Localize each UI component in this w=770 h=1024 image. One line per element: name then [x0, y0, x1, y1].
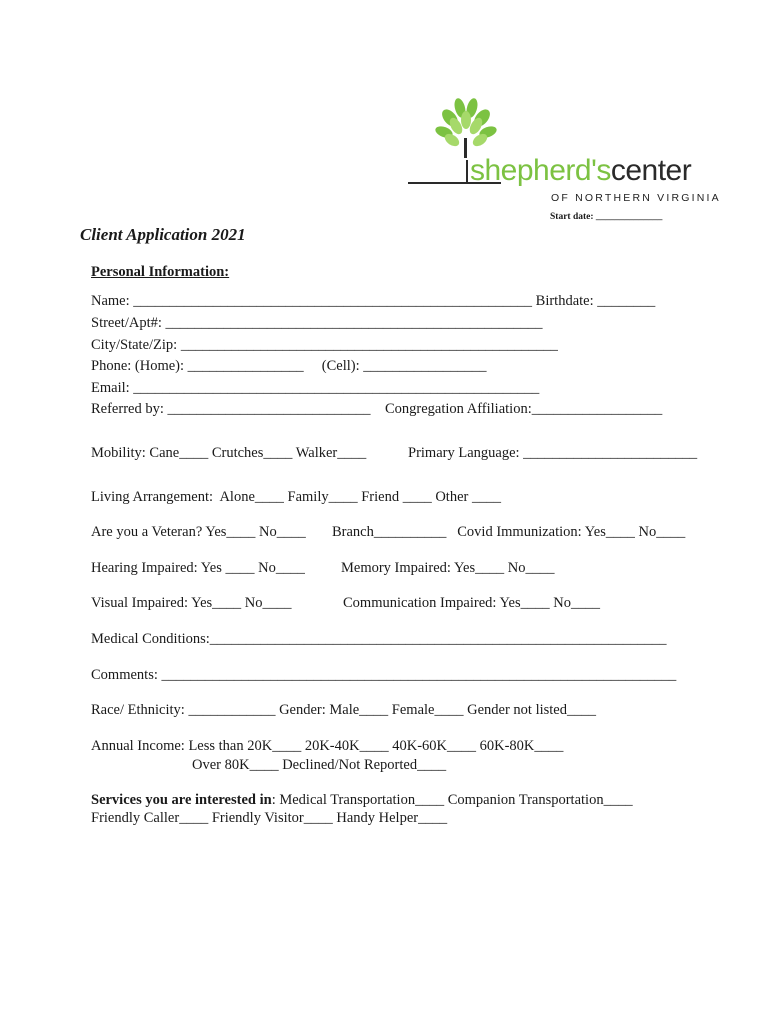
section-heading: Personal Information: — [91, 264, 230, 280]
language-line: Primary Language: ________________________ — [408, 445, 698, 461]
services-label: Services you are interested in — [91, 792, 272, 808]
memory-line: Memory Impaired: Yes____ No____ — [341, 560, 555, 576]
city-line: City/State/Zip: ____________________________________________________ — [91, 337, 558, 353]
name-line: Name: _______________________________________________________ Birthdate: ________ — [91, 293, 656, 309]
living-line: Living Arrangement: Alone____ Family____ Friend ____ Other ____ — [91, 489, 501, 505]
mobility-line: Mobility: Cane____ Crutches____ Walker____ — [91, 445, 367, 461]
hearing-line: Hearing Impaired: Yes ____ No____ — [91, 560, 305, 576]
services-line-2: Friendly Caller____ Friendly Visitor____ Handy Helper____ — [91, 810, 448, 826]
logo-word-shepherds: shepherd's — [470, 154, 611, 187]
comments-line: Comments: _______________________________________________________________________ — [91, 667, 677, 683]
tree-leaves-icon — [430, 96, 500, 158]
referred-line: Referred by: ____________________________ Congregation Affiliation:__________________ — [91, 401, 663, 417]
branch-covid-line: Branch__________ Covid Immunization: Yes____ No____ — [332, 524, 686, 540]
communication-line: Communication Impaired: Yes____ No____ — [343, 595, 600, 611]
services-options: : Medical Transportation____ Companion Transportation____ — [271, 792, 633, 808]
visual-line: Visual Impaired: Yes____ No____ — [91, 595, 292, 611]
email-line: Email: ________________________________________________________ — [91, 380, 540, 396]
veteran-line: Are you a Veteran? Yes____ No____ — [91, 524, 306, 540]
income-line-2: Over 80K____ Declined/Not Reported____ — [192, 757, 447, 773]
logo-wordmark — [470, 154, 691, 188]
logo-subtitle: OF NORTHERN VIRGINIA — [551, 192, 721, 204]
start-date: Start date: ______________ — [550, 212, 663, 222]
services-line-1 — [91, 791, 633, 809]
race-gender-line: Race/ Ethnicity: ____________ Gender: Male____ Female____ Gender not listed____ — [91, 702, 596, 718]
logo-word-center: center — [610, 154, 692, 187]
street-line: Street/Apt#: ____________________________________________________ — [91, 315, 543, 331]
logo-bar — [466, 160, 468, 184]
medical-line: Medical Conditions:_______________________________________________________________ — [91, 631, 667, 647]
income-line-1: Annual Income: Less than 20K____ 20K-40K____ 40K-60K____ 60K-80K____ — [91, 738, 564, 754]
page-title: Client Application 2021 — [80, 225, 246, 244]
phone-line: Phone: (Home): ________________ (Cell): _________________ — [91, 358, 487, 374]
